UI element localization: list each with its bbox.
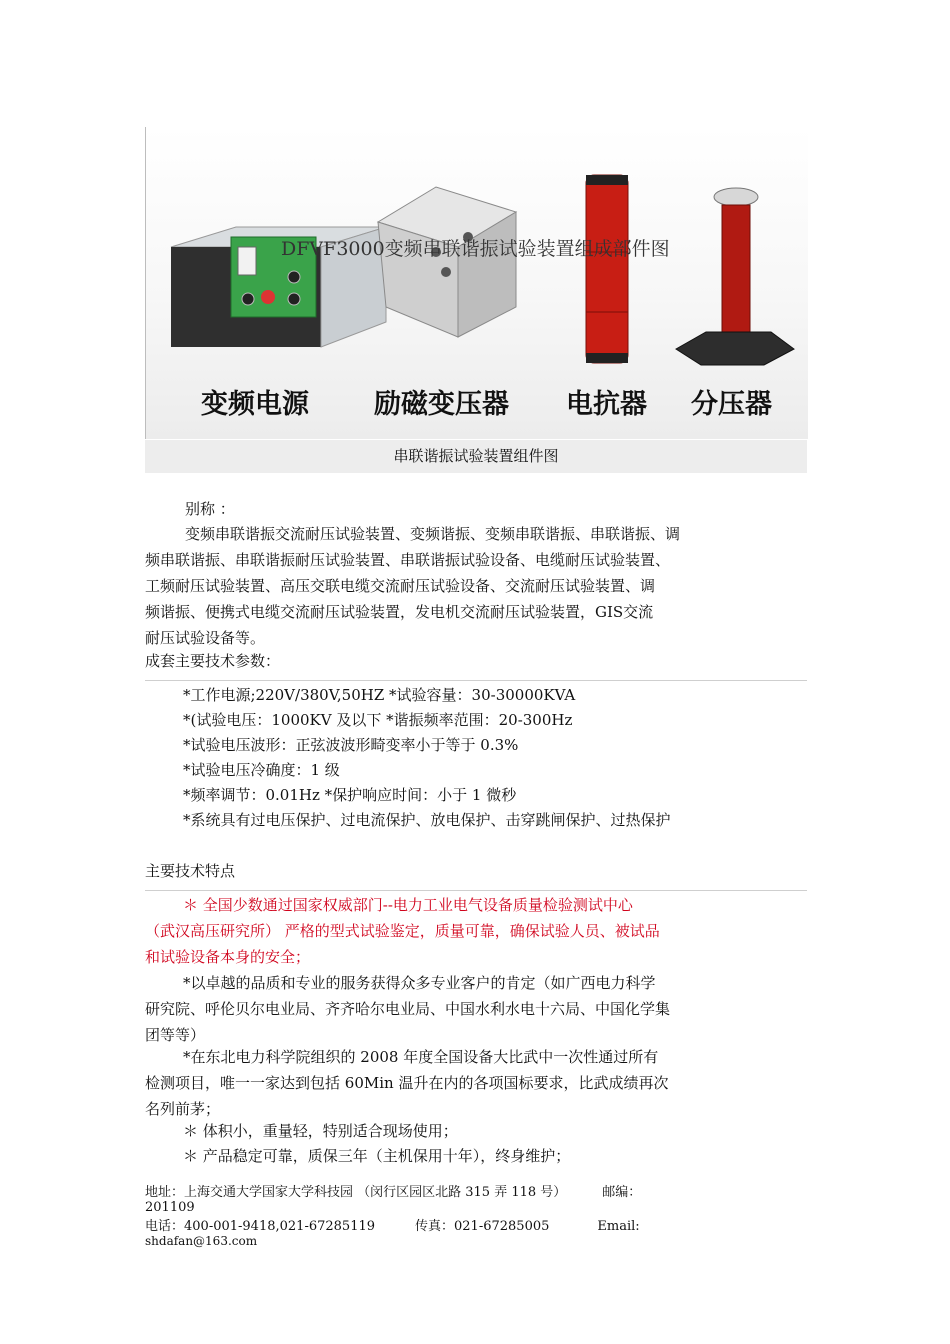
label-excitation-transformer: 励磁变压器	[374, 389, 509, 420]
footer-address: 地址：上海交通大学国家大学科技园 （闵行区园区北路 315 弄 118 号）	[145, 1185, 567, 1200]
footer-postcode: 201109	[145, 1200, 195, 1215]
param-line: *工作电源;220V/380V,50HZ *试验容量：30-30000KVA	[183, 686, 576, 704]
feature-certification	[145, 892, 807, 970]
feature-warranty: ＊ 产品稳定可靠，质保三年（主机保用十年），终身维护；	[183, 1147, 571, 1165]
feature-size: ＊ 体积小，重量轻，特别适合现场使用；	[183, 1122, 458, 1140]
alias-line: 频谐振、便携式电缆交流耐压试验装置，发电机交流耐压试验装置，GIS交流	[145, 603, 654, 621]
param-line: *试验电压波形：正弦波波形畸变率小于等于 0.3%	[183, 736, 519, 754]
feature-line: 名列前茅；	[145, 1100, 221, 1118]
footer-email[interactable]: shdafan@163.com	[145, 1234, 258, 1248]
feature-line: （武汉高压研究所） 严格的型式试验鉴定，质量可靠，确保试验人员、被试品	[145, 922, 660, 940]
divider	[145, 680, 807, 681]
photo-title: DFVF3000变频串联谐振试验装置组成部件图	[281, 238, 670, 260]
alias-line: 频串联谐振、串联谐振耐压试验装置、串联谐振试验设备、电缆耐压试验装置、	[145, 551, 671, 569]
footer-contact	[145, 1185, 807, 1249]
label-voltage-divider: 分压器	[691, 389, 772, 420]
feature-line: 研究院、呼伦贝尔电业局、齐齐哈尔电业局、中国水利水电十六局、中国化学集	[145, 1000, 671, 1018]
param-line: *试验电压冷确度：1 级	[183, 761, 340, 779]
footer-phone: 电话：400-001-9418,021-67285119	[145, 1219, 376, 1234]
footer-postcode-label: 邮编：	[602, 1185, 642, 1200]
reactor-illustration	[586, 175, 628, 363]
feature-line: 团等等）	[145, 1026, 206, 1044]
label-power-supply: 变频电源	[201, 389, 309, 420]
alias-line: 工频耐压试验装置、高压交联电缆交流耐压试验设备、交流耐压试验装置、调	[145, 577, 656, 595]
param-line: *系统具有过电压保护、过电流保护、放电保护、击穿跳闸保护、过热保护	[183, 811, 671, 829]
footer-email-label: Email:	[597, 1219, 640, 1234]
alias-paragraph	[145, 521, 807, 651]
voltage-divider-illustration	[676, 188, 794, 365]
figure-caption: 串联谐振试验装置组件图	[145, 440, 807, 473]
excitation-transformer-illustration	[378, 187, 516, 337]
params-heading: 成套主要技术参数：	[145, 652, 281, 670]
feature-line: *在东北电力科学院组织的 2008 年度全国设备大比武中一次性通过所有	[183, 1048, 659, 1066]
alias-line: 耐压试验设备等。	[145, 629, 266, 647]
label-reactor: 电抗器	[566, 389, 647, 420]
feature-line: 和试验设备本身的安全；	[145, 948, 311, 966]
feature-customers	[145, 970, 807, 1048]
feature-line: ＊ 全国少数通过国家权威部门--电力工业电气设备质量检验测试中心	[183, 896, 633, 914]
footer-fax: 传真：021-67285005	[415, 1219, 550, 1234]
divider	[145, 890, 807, 891]
features-heading: 主要技术特点	[145, 862, 236, 880]
param-line: *频率调节：0.01Hz *保护响应时间：小于 1 微秒	[183, 786, 517, 804]
product-components-figure	[145, 127, 808, 439]
params-list	[145, 683, 807, 833]
feature-line: 检测项目，唯一一家达到包括 60Min 温升在内的各项国标要求，比武成绩再次	[145, 1074, 669, 1092]
feature-competition	[145, 1044, 807, 1122]
alias-heading: 别称 ：	[185, 500, 235, 518]
feature-line: *以卓越的品质和专业的服务获得众多专业客户的肯定（如广西电力科学	[183, 974, 656, 992]
param-line: *(试验电压：1000KV 及以下 *谐振频率范围：20-300Hz	[183, 711, 573, 729]
alias-line: 变频串联谐振交流耐压试验装置、变频谐振、变频串联谐振、串联谐振、调	[185, 525, 681, 543]
